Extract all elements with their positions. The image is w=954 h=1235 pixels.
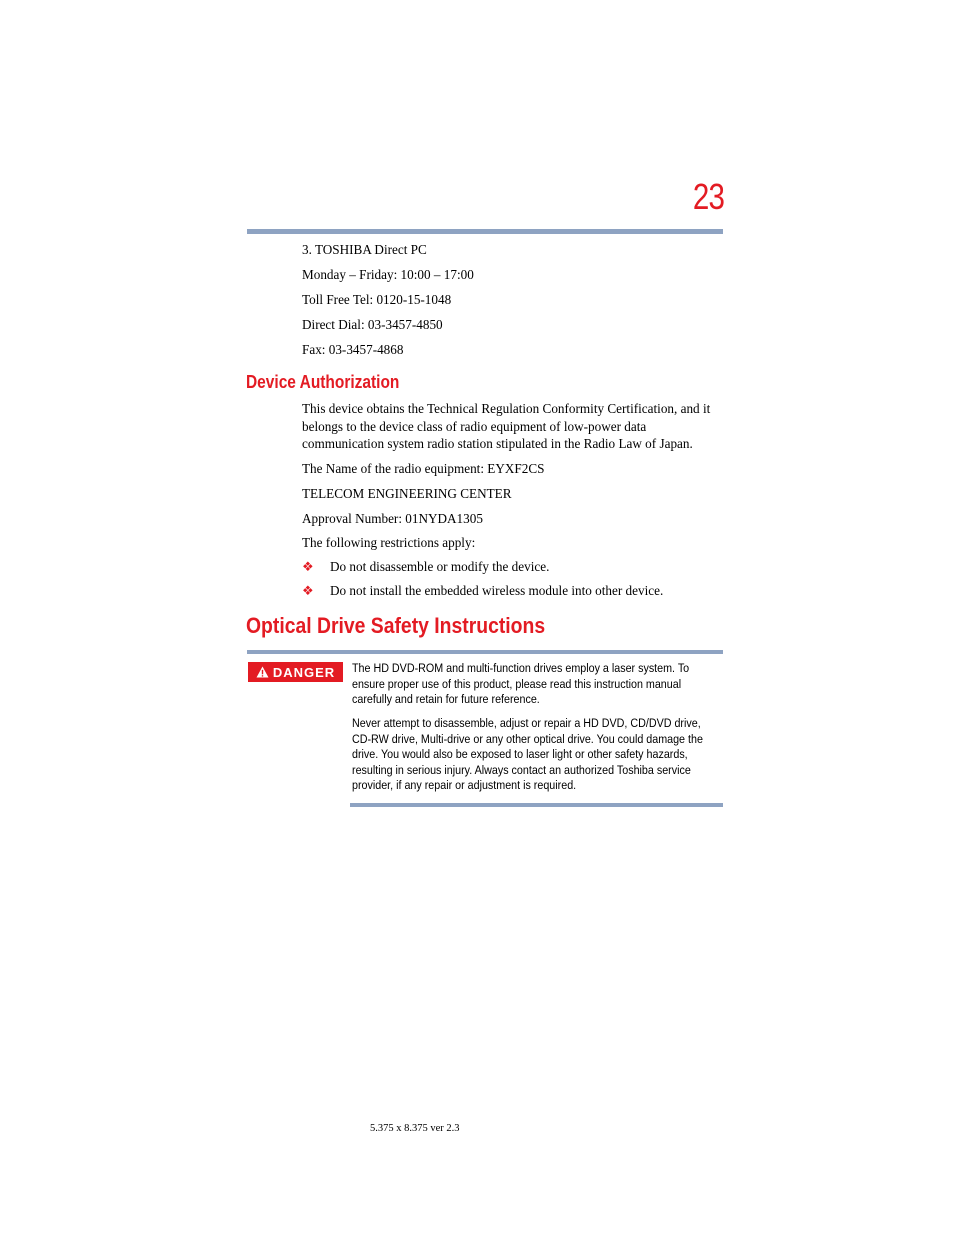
danger-label: DANGER	[272, 664, 336, 680]
restriction-item: Do not disassemble or modify the device.	[330, 559, 550, 574]
engineering-center: TELECOM ENGINEERING CENTER	[302, 486, 512, 501]
restrictions-intro: The following restrictions apply:	[302, 535, 476, 550]
section-rule	[247, 650, 723, 654]
section-end-rule	[350, 803, 723, 807]
device-auth-intro: This device obtains the Technical Regulation Conformity Certification, and it belongs to the device class of radio equipment of low-power data communication system radio station stipulated in the Radio Law of Japan.	[302, 401, 711, 451]
approval-number: Approval Number: 01NYDA1305	[302, 511, 483, 526]
contact-line: Direct Dial: 03-3457-4850	[302, 317, 443, 332]
footer-version: 5.375 x 8.375 ver 2.3	[370, 1123, 460, 1134]
page-number: 23	[692, 176, 724, 217]
diamond-bullet-icon: ❖	[302, 583, 314, 598]
radio-equipment-name: The Name of the radio equipment: EYXF2CS	[302, 461, 545, 476]
warning-triangle-icon	[256, 666, 269, 678]
contact-line: Fax: 03-3457-4868	[302, 342, 404, 357]
restriction-item: Do not install the embedded wireless module into other device.	[330, 583, 664, 598]
header-rule	[247, 229, 723, 234]
device-authorization-heading: Device Authorization	[246, 372, 400, 392]
optical-safety-heading: Optical Drive Safety Instructions	[246, 613, 546, 638]
diamond-bullet-icon: ❖	[302, 559, 314, 574]
contact-line: Toll Free Tel: 0120-15-1048	[302, 292, 452, 307]
contact-line: 3. TOSHIBA Direct PC	[302, 242, 427, 257]
danger-paragraph: The HD DVD-ROM and multi-function drives employ a laser system. To ensure proper use of this product, please read this instruction manual carefully and retain for future reference.	[352, 661, 690, 706]
danger-badge	[248, 662, 343, 682]
danger-paragraph: Never attempt to disassemble, adjust or repair a HD DVD, CD/DVD drive, CD-RW drive, Multi-drive or any other optical drive. You could damage the drive. You would also be exposed to laser light or other safety hazards, resulting in serious injury. Always contact an authorized Toshiba service provider, if any repair or adjustment is required.	[352, 716, 703, 792]
contact-line: Monday – Friday: 10:00 – 17:00	[302, 267, 474, 282]
